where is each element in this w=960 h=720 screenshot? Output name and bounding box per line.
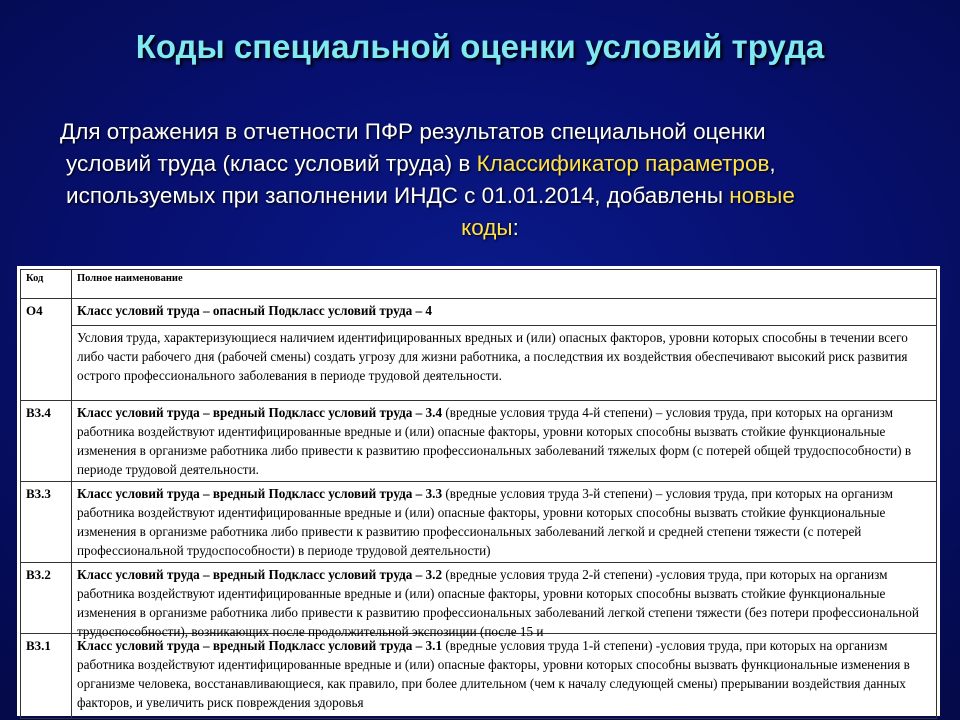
description-cell (72, 634, 937, 719)
code-cell: В3.3 (21, 482, 72, 563)
code-cell: О4 (21, 299, 72, 401)
description-cell (72, 563, 937, 639)
header-code: Код (21, 270, 72, 299)
intro-line-2-comma: , (769, 151, 776, 176)
intro-line-3-text: используемых при заполнении ИНДС с 01.01.2014, добавлены (66, 183, 730, 208)
class-description: (вредные условия труда 1-й степени) -условия труда, при которых на организм работника воздействуют идентифицированные вредные и (или) опасные факторы, уровни которых способны вызвать функциональные изменения в организме человека, восстанавливающиеся, как правило, при более длительном (чем к началу следующей смены) прерывании воздействия данных факторов, и увеличить риск повреждения здоровья (77, 638, 910, 710)
description-cell: Условия труда, характеризующиеся наличием идентифицированных вредных и (или) опасных факторов, уровни которых способны в течении всего либо части рабочего дня (рабочей смены) создать угрозу для жизни работника, а последствия их воздействия обеспечивают высокий риск развития острого профессионального заболевания в периоде трудовой деятельности. (72, 326, 937, 401)
intro-line-1: Для отражения в отчетности ПФР результатов специальной оценки (60, 119, 766, 144)
classifier-highlight: Классификатор параметров (476, 151, 770, 176)
codes-table (20, 269, 937, 719)
class-description: (вредные условия труда 2-й степени) -условия труда, при которых на организм работника воздействуют идентифицированные вредные и (или) опасные факторы, уровни которых способны вызвать стойкие функциональные изменения в организме работника либо привести к развитию профессиональных заболеваний легкой степени тяжести (без потери профессиональной трудоспособности), возникающих после продолжительной экспозиции (после 15 и (77, 567, 919, 639)
table-row (21, 299, 937, 326)
class-description: (вредные условия труда 3-й степени) – условия труда, при которых на организм работника воздействуют идентифицированные вредные и (или) опасные факторы, уровни которых способны вызвать стойкие функциональные изменения в организме работника либо привести к развитию профессиональных заболеваний легкой и средней степени тяжести (с потерей профессиональной трудоспособности) в периоде трудовой деятельности) (77, 486, 894, 558)
codes-table-image (17, 266, 940, 716)
table-row (21, 482, 937, 563)
table-row (21, 401, 937, 482)
code-cell: В3.4 (21, 401, 72, 482)
slide-title: Коды специальной оценки условий труда (135, 28, 825, 65)
code-cell: В3.2 (21, 563, 72, 634)
class-title: Класс условий труда – вредный Подкласс условий труда – 3.2 (77, 567, 443, 582)
description-cell (72, 401, 937, 482)
class-title: Класс условий труда – вредный Подкласс условий труда – 3.3 (77, 486, 443, 501)
class-title-cell: Класс условий труда – опасный Подкласс условий труда – 4 (72, 299, 937, 326)
table-row (21, 326, 937, 401)
description-cell (72, 482, 937, 563)
intro-line-3 (60, 180, 920, 212)
class-title: Класс условий труда – вредный Подкласс условий труда – 3.4 (77, 405, 443, 420)
intro-line-4 (60, 212, 920, 244)
intro-paragraph (60, 116, 920, 244)
table-header-row (21, 270, 937, 299)
table-row (21, 634, 937, 719)
intro-line-2-text: условий труда (класс условий труда) в (66, 151, 477, 176)
header-full-name: Полное наименование (72, 270, 937, 299)
class-description: (вредные условия труда 4-й степени) – условия труда, при которых на организм работника воздействуют идентифицированные вредные и (или) опасные факторы, уровни которых способны вызвать стойкие функциональные изменения в организме работника либо привести к развитию профессиональных заболеваний тяжелых форм (с потерей общей трудоспособности) в периоде трудовой деятельности. (77, 405, 912, 477)
intro-line-4-colon: : (512, 215, 519, 240)
class-title: Класс условий труда – вредный Подкласс условий труда – 3.1 (77, 638, 443, 653)
intro-line-2 (60, 148, 920, 180)
codes-highlight: коды (461, 215, 513, 240)
table-row (21, 563, 937, 634)
new-highlight: новые (729, 183, 795, 208)
code-cell: В3.1 (21, 634, 72, 719)
